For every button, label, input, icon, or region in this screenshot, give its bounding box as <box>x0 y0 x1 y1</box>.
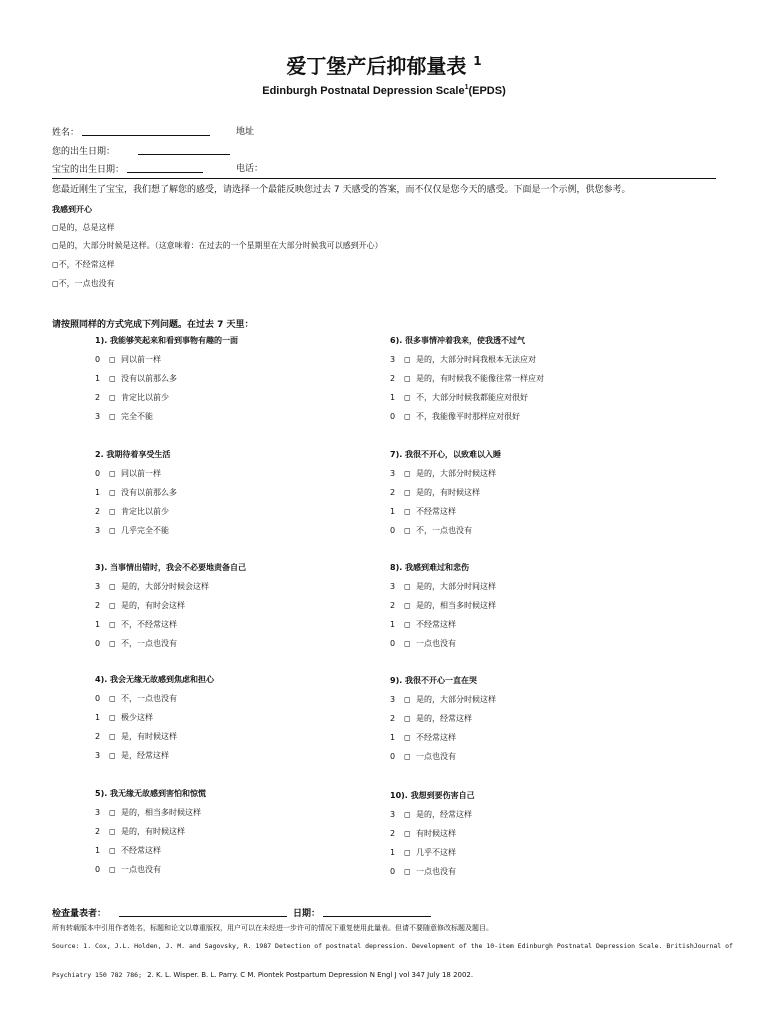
your-dob-line[interactable] <box>138 143 230 155</box>
option-text: 是的，大部分时候会这样 <box>121 582 209 591</box>
option-text: 是的，大部分时候这样 <box>416 695 496 704</box>
answer-option[interactable] <box>95 525 169 536</box>
answer-option[interactable] <box>390 809 472 820</box>
checkbox-icon[interactable]: ◻ <box>404 714 411 723</box>
title-text: 爱丁堡产后抑郁量表 <box>286 54 467 78</box>
option-score: 1 <box>390 848 396 857</box>
your-dob-label: 您的出生日期： <box>52 147 116 157</box>
option-text: 不经常这样 <box>416 507 456 516</box>
answer-option[interactable] <box>95 826 185 837</box>
answer-option[interactable] <box>95 506 169 517</box>
answer-option[interactable] <box>95 712 153 723</box>
baby-dob-line[interactable] <box>127 161 203 173</box>
checkbox-icon[interactable]: ◻ <box>52 260 59 269</box>
answer-option[interactable] <box>390 487 480 498</box>
option-score: 2 <box>95 393 101 402</box>
option-text: 同以前一样 <box>121 469 161 478</box>
answer-option[interactable] <box>390 373 544 384</box>
option-text: 一点也没有 <box>416 867 456 876</box>
checkbox-icon[interactable]: ◻ <box>109 827 116 836</box>
option-text: 不经常这样 <box>416 733 456 742</box>
option-score: 3 <box>390 469 396 478</box>
option-score: 2 <box>95 507 101 516</box>
answer-option[interactable] <box>390 525 472 536</box>
checkbox-icon[interactable]: ◻ <box>109 620 116 629</box>
checkbox-icon[interactable]: ◻ <box>109 412 116 421</box>
option-text: 不，一点也没有 <box>121 694 177 703</box>
option-text: 是，经常这样 <box>121 751 169 760</box>
answer-option[interactable] <box>95 807 201 818</box>
example-option-text: 是的，总是这样 <box>58 223 115 232</box>
example-option-text: 是的，大部分时候是这样。（这意味着：在过去的一个星期里在大部分时候我可以感到开心） <box>58 241 383 250</box>
checkbox-icon[interactable]: ◻ <box>109 601 116 610</box>
answer-option[interactable] <box>390 411 520 422</box>
option-text: 不经常这样 <box>416 620 456 629</box>
example-heading: 我感到开心 <box>52 205 92 214</box>
checkbox-icon[interactable]: ◻ <box>52 223 59 232</box>
option-text: 一点也没有 <box>121 865 161 874</box>
option-score: 0 <box>95 469 101 478</box>
answer-option[interactable] <box>390 732 456 743</box>
option-score: 2 <box>390 829 396 838</box>
option-score: 0 <box>95 355 101 364</box>
answer-option[interactable] <box>390 828 456 839</box>
option-text: 一点也没有 <box>416 752 456 761</box>
checkbox-icon[interactable]: ◻ <box>404 355 411 364</box>
answer-option[interactable] <box>390 354 536 365</box>
option-text: 不经常这样 <box>121 846 161 855</box>
question-title: 4). 我会无缘无故感到焦虑和担心 <box>95 675 215 684</box>
checkbox-icon[interactable]: ◻ <box>109 526 116 535</box>
option-text: 极少这样 <box>121 713 153 722</box>
baby-dob-label: 宝宝的出生日期： <box>52 165 125 175</box>
option-text: 同以前一样 <box>121 355 161 364</box>
checkbox-icon[interactable]: ◻ <box>404 601 411 610</box>
source-line-1: Source: 1. Cox, J.L. Holden, J. M. and Sagovsky, R. 1987 Detection of postnatal depression. Development of the 10-item Edinburgh Postnatal Depression Scale. BritishJournal of <box>52 942 733 950</box>
question-title: 9). 我很不开心一直在哭 <box>390 676 478 685</box>
name-field[interactable] <box>52 124 210 138</box>
checkbox-icon[interactable]: ◻ <box>109 694 116 703</box>
option-text: 有时候这样 <box>416 829 456 838</box>
answer-option[interactable] <box>390 638 456 649</box>
option-score: 1 <box>95 620 101 629</box>
option-score: 3 <box>95 751 101 760</box>
option-score: 1 <box>95 713 101 722</box>
your-dob-field[interactable] <box>52 143 230 157</box>
option-text: 几乎完全不能 <box>121 526 169 535</box>
option-text: 一点也没有 <box>416 639 456 648</box>
answer-option[interactable] <box>95 373 177 384</box>
example-option-text: 不，一点也没有 <box>58 279 115 288</box>
answer-option[interactable] <box>390 847 456 858</box>
checkbox-icon[interactable]: ◻ <box>404 829 411 838</box>
answer-option[interactable] <box>95 581 209 592</box>
checkbox-icon[interactable]: ◻ <box>109 713 116 722</box>
option-score: 3 <box>390 355 396 364</box>
option-text: 是的，有时候这样 <box>121 827 185 836</box>
example-option-text: 不，不经常这样 <box>58 260 115 269</box>
option-text: 是的，有时候我不能像往常一样应对 <box>416 374 544 383</box>
option-score: 2 <box>390 488 396 497</box>
option-text: 肯定比以前少 <box>121 507 169 516</box>
option-text: 没有以前那么多 <box>121 488 177 497</box>
answer-option[interactable] <box>390 866 456 877</box>
question-title: 7). 我很不开心，以致难以入睡 <box>390 450 502 459</box>
checkbox-icon[interactable]: ◻ <box>404 620 411 629</box>
option-score: 3 <box>95 412 101 421</box>
option-score: 0 <box>95 694 101 703</box>
option-score: 2 <box>390 714 396 723</box>
option-text: 不，我能像平时那样应对很好 <box>416 412 520 421</box>
date-line[interactable] <box>323 905 431 917</box>
instruction-text: 请按照同样的方式完成下列问题。在过去 7 天里： <box>52 320 254 330</box>
option-score: 2 <box>390 374 396 383</box>
answer-option[interactable] <box>390 392 528 403</box>
checkbox-icon[interactable]: ◻ <box>109 846 116 855</box>
checkbox-icon[interactable]: ◻ <box>404 848 411 857</box>
answer-option[interactable] <box>95 619 177 630</box>
checkbox-icon[interactable]: ◻ <box>404 695 411 704</box>
option-score: 0 <box>95 639 101 648</box>
option-score: 3 <box>390 582 396 591</box>
option-text: 不，一点也没有 <box>121 639 177 648</box>
option-score: 3 <box>95 526 101 535</box>
subtitle-suffix: (EPDS) <box>468 85 506 97</box>
examiner-field[interactable] <box>52 905 287 919</box>
answer-option[interactable] <box>95 354 161 365</box>
checkbox-icon[interactable]: ◻ <box>109 751 116 760</box>
checkbox-icon[interactable]: ◻ <box>109 582 116 591</box>
option-score: 3 <box>95 582 101 591</box>
option-text: 完全不能 <box>121 412 153 421</box>
checkbox-icon[interactable]: ◻ <box>52 279 59 288</box>
checkbox-icon[interactable]: ◻ <box>404 582 411 591</box>
option-score: 0 <box>390 639 396 648</box>
option-score: 0 <box>390 752 396 761</box>
source-line-2 <box>52 962 473 981</box>
source-line-2-mono: Psychiatry 150 782 786; <box>52 971 143 979</box>
examiner-label: 检查量表者： <box>52 909 107 919</box>
examiner-line[interactable] <box>119 905 287 917</box>
address-label: 地址 <box>236 127 255 137</box>
option-score: 1 <box>390 393 396 402</box>
intro-text: 您最近刚生了宝宝，我们想了解您的感受，请选择一个最能反映您过去 7 天感受的答案，而不仅仅是您今天的感受。下面是一个示例，供您参考。 <box>52 185 631 195</box>
checkbox-icon[interactable]: ◻ <box>404 810 411 819</box>
option-score: 2 <box>95 601 101 610</box>
checkbox-icon[interactable]: ◻ <box>404 412 411 421</box>
checkbox-icon[interactable]: ◻ <box>109 865 116 874</box>
checkbox-icon[interactable]: ◻ <box>109 639 116 648</box>
example-option <box>52 259 115 270</box>
example-option <box>52 222 115 233</box>
option-score: 1 <box>95 374 101 383</box>
option-text: 是的，相当多时候这样 <box>121 808 201 817</box>
answer-option[interactable] <box>390 581 496 592</box>
checkbox-icon[interactable]: ◻ <box>109 507 116 516</box>
date-field[interactable] <box>293 905 431 919</box>
date-label: 日期： <box>293 909 321 919</box>
checkbox-icon[interactable]: ◻ <box>404 639 411 648</box>
option-score: 1 <box>390 733 396 742</box>
source-line-2-text: 2. K. L. Wisper. B. L. Parry. C M. Piontek Postpartum Depression N Engl J vol 347 July 18 2002. <box>147 971 474 979</box>
question-title: 3). 当事情出错时，我会不必要地责备自己 <box>95 563 247 572</box>
option-score: 2 <box>95 827 101 836</box>
option-score: 1 <box>390 507 396 516</box>
option-text: 没有以前那么多 <box>121 374 177 383</box>
copyright-notice: 所有转载版本中引用作者姓名，标题和论文以尊重版权，用户可以在未经进一步许可的情况下重复使用此量表。但请不要随意修改标题及题目。 <box>52 924 493 932</box>
option-text: 是的，有时候这样 <box>416 488 480 497</box>
answer-option[interactable] <box>95 600 185 611</box>
question-title: 5). 我无缘无故感到害怕和惊慌 <box>95 789 207 798</box>
checkbox-icon[interactable]: ◻ <box>404 507 411 516</box>
option-score: 2 <box>390 601 396 610</box>
option-score: 2 <box>95 732 101 741</box>
answer-option[interactable] <box>95 731 177 742</box>
checkbox-icon[interactable]: ◻ <box>52 241 59 250</box>
divider <box>52 178 716 179</box>
answer-option[interactable] <box>95 845 161 856</box>
option-text: 肯定比以前少 <box>121 393 169 402</box>
answer-option[interactable] <box>95 638 177 649</box>
title-footnote: 1 <box>473 54 482 68</box>
option-score: 1 <box>95 488 101 497</box>
question-title: 8). 我感到难过和悲伤 <box>390 563 470 572</box>
checkbox-icon[interactable]: ◻ <box>404 752 411 761</box>
page-title <box>0 50 768 79</box>
option-text: 不，大部分时候我都能应对很好 <box>416 393 528 402</box>
option-score: 3 <box>390 695 396 704</box>
checkbox-icon[interactable]: ◻ <box>404 374 411 383</box>
checkbox-icon[interactable]: ◻ <box>404 393 411 402</box>
question-title: 6). 很多事情冲着我来，使我透不过气 <box>390 336 526 345</box>
subtitle-footnote: 1 <box>464 84 469 91</box>
answer-option[interactable] <box>390 506 456 517</box>
answer-option[interactable] <box>390 468 496 479</box>
option-text: 是的，大部分时候这样 <box>416 469 496 478</box>
checkbox-icon[interactable]: ◻ <box>109 488 116 497</box>
checkbox-icon[interactable]: ◻ <box>404 469 411 478</box>
question-title: 10). 我想到要伤害自己 <box>390 791 475 800</box>
phone-label: 电话： <box>236 164 264 174</box>
checkbox-icon[interactable]: ◻ <box>109 732 116 741</box>
option-text: 不，不经常这样 <box>121 620 177 629</box>
name-line[interactable] <box>82 124 210 136</box>
option-text: 几乎不这样 <box>416 848 456 857</box>
option-score: 1 <box>95 846 101 855</box>
checkbox-icon[interactable]: ◻ <box>109 355 116 364</box>
example-option <box>52 240 383 251</box>
answer-option[interactable] <box>390 751 456 762</box>
option-text: 是的，经常这样 <box>416 810 472 819</box>
checkbox-icon[interactable]: ◻ <box>109 374 116 383</box>
checkbox-icon[interactable]: ◻ <box>404 867 411 876</box>
question-title: 1). 我能够笑起来和看到事物有趣的一面 <box>95 336 239 345</box>
name-label: 姓名： <box>52 128 80 138</box>
checkbox-icon[interactable]: ◻ <box>109 469 116 478</box>
option-text: 是的，相当多时候这样 <box>416 601 496 610</box>
option-score: 0 <box>95 865 101 874</box>
option-text: 是，有时候这样 <box>121 732 177 741</box>
page-subtitle <box>0 84 768 97</box>
option-text: 是的，大部分时间我根本无法应对 <box>416 355 536 364</box>
answer-option[interactable] <box>95 487 177 498</box>
checkbox-icon[interactable]: ◻ <box>404 733 411 742</box>
answer-option[interactable] <box>390 694 496 705</box>
question-title: 2. 我期待着享受生活 <box>95 450 171 459</box>
option-score: 3 <box>95 808 101 817</box>
checkbox-icon[interactable]: ◻ <box>109 808 116 817</box>
checkbox-icon[interactable]: ◻ <box>404 488 411 497</box>
answer-option[interactable] <box>390 713 472 724</box>
answer-option[interactable] <box>95 693 177 704</box>
answer-option[interactable] <box>95 392 169 403</box>
option-score: 0 <box>390 867 396 876</box>
option-text: 不，一点也没有 <box>416 526 472 535</box>
answer-option[interactable] <box>95 864 161 875</box>
option-score: 1 <box>390 620 396 629</box>
answer-option[interactable] <box>390 619 456 630</box>
option-text: 是的，有时会这样 <box>121 601 185 610</box>
option-score: 3 <box>390 810 396 819</box>
option-score: 0 <box>390 526 396 535</box>
answer-option[interactable] <box>95 468 161 479</box>
option-text: 是的，大部分时间这样 <box>416 582 496 591</box>
checkbox-icon[interactable]: ◻ <box>109 393 116 402</box>
subtitle-text: Edinburgh Postnatal Depression Scale <box>262 85 465 97</box>
answer-option[interactable] <box>95 750 169 761</box>
option-text: 是的，经常这样 <box>416 714 472 723</box>
option-score: 0 <box>390 412 396 421</box>
answer-option[interactable] <box>95 411 153 422</box>
example-option <box>52 278 115 289</box>
answer-option[interactable] <box>390 600 496 611</box>
baby-dob-field[interactable] <box>52 161 203 175</box>
checkbox-icon[interactable]: ◻ <box>404 526 411 535</box>
